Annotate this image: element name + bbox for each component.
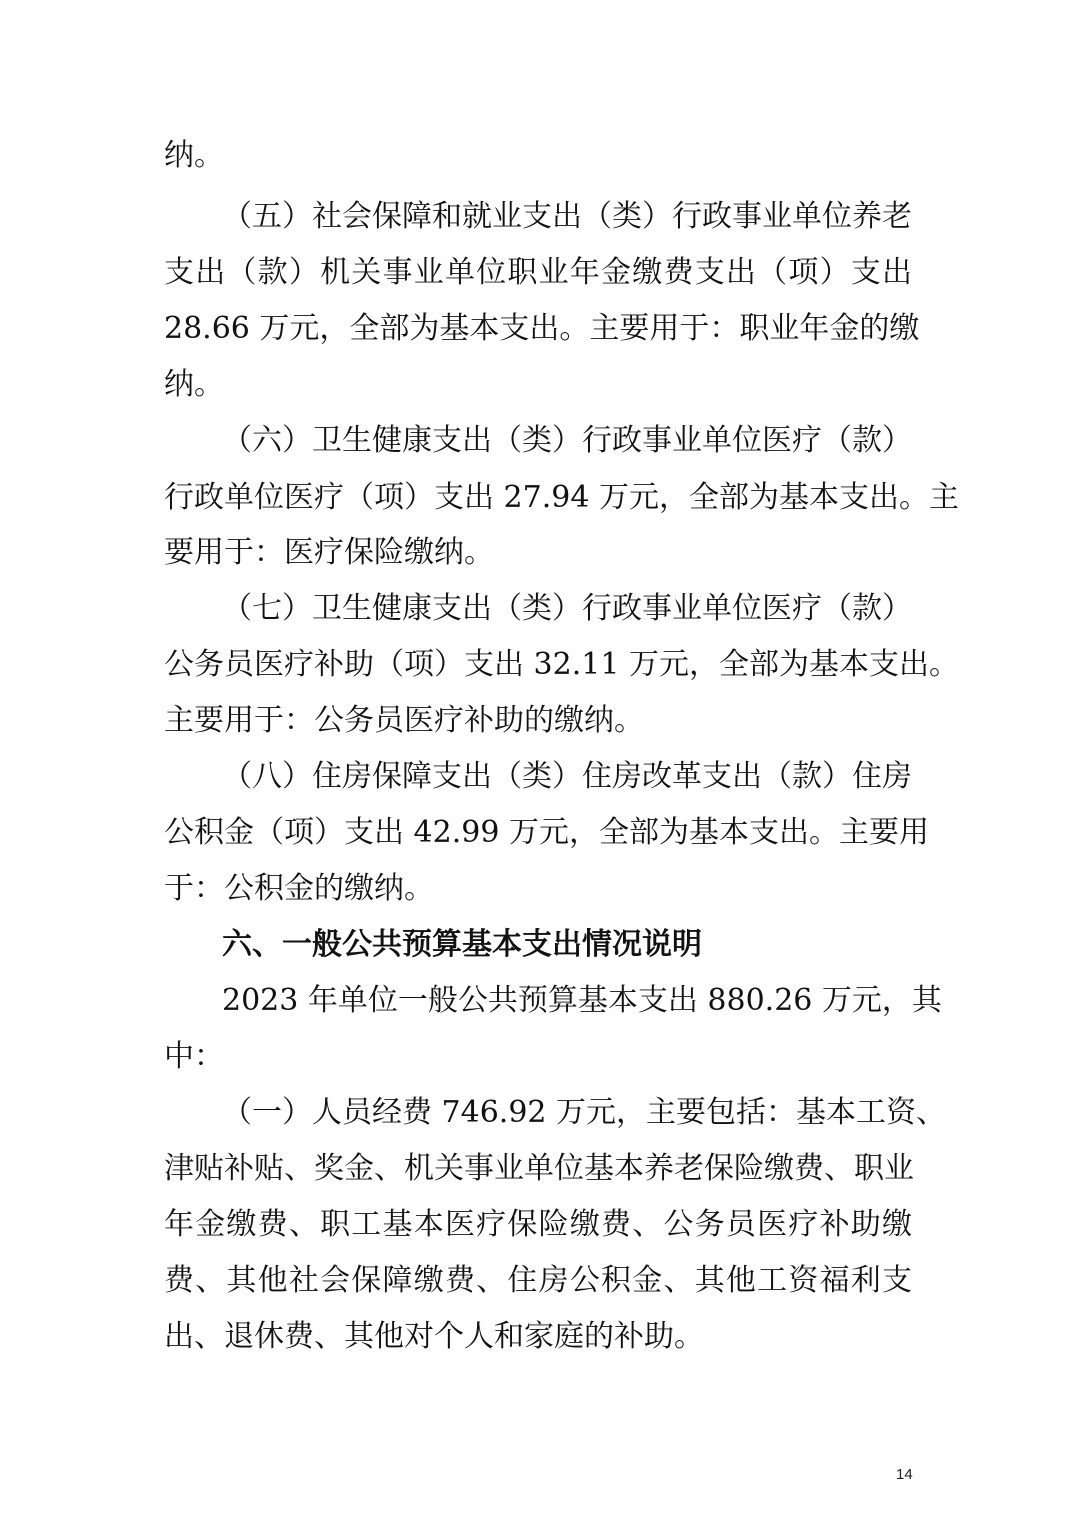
text-line: 公积金（项）支出 42.99 万元，全部为基本支出。主要用 xyxy=(164,815,929,850)
text-line: （五）社会保障和就业支出（类）行政事业单位养老 xyxy=(222,199,912,234)
text-line: 2023 年单位一般公共预算基本支出 880.26 万元，其 xyxy=(222,983,942,1018)
text-line: 出、退休费、其他对个人和家庭的补助。 xyxy=(164,1319,704,1354)
text-line: 28.66 万元，全部为基本支出。主要用于：职业年金的缴 xyxy=(164,311,920,346)
text-line: 费、其他社会保障缴费、住房公积金、其他工资福利支 xyxy=(164,1263,912,1298)
text-line: （一）人员经费 746.92 万元，主要包括：基本工资、 xyxy=(222,1095,947,1130)
text-line: 行政单位医疗（项）支出 27.94 万元，全部为基本支出。主 xyxy=(164,480,959,515)
section-heading: 六、一般公共预算基本支出情况说明 xyxy=(222,927,702,962)
text-line: 主要用于：公务员医疗补助的缴纳。 xyxy=(164,703,644,738)
text-line: 年金缴费、职工基本医疗保险缴费、公务员医疗补助缴 xyxy=(164,1207,912,1242)
text-line: 公务员医疗补助（项）支出 32.11 万元，全部为基本支出。 xyxy=(164,647,959,682)
text-line: （七）卫生健康支出（类）行政事业单位医疗（款） xyxy=(222,591,912,626)
text-line: （八）住房保障支出（类）住房改革支出（款）住房 xyxy=(222,759,912,794)
text-line: 津贴补贴、奖金、机关事业单位基本养老保险缴费、职业 xyxy=(164,1151,914,1186)
text-line: 纳。 xyxy=(164,138,224,173)
text-line: 于：公积金的缴纳。 xyxy=(164,871,434,906)
text-line: 要用于：医疗保险缴纳。 xyxy=(164,535,494,570)
text-line: 支出（款）机关事业单位职业年金缴费支出（项）支出 xyxy=(164,255,912,290)
page-number: 14 xyxy=(896,1466,913,1483)
text-line: 纳。 xyxy=(164,367,224,402)
text-line: （六）卫生健康支出（类）行政事业单位医疗（款） xyxy=(222,423,912,458)
text-line: 中： xyxy=(164,1039,224,1074)
